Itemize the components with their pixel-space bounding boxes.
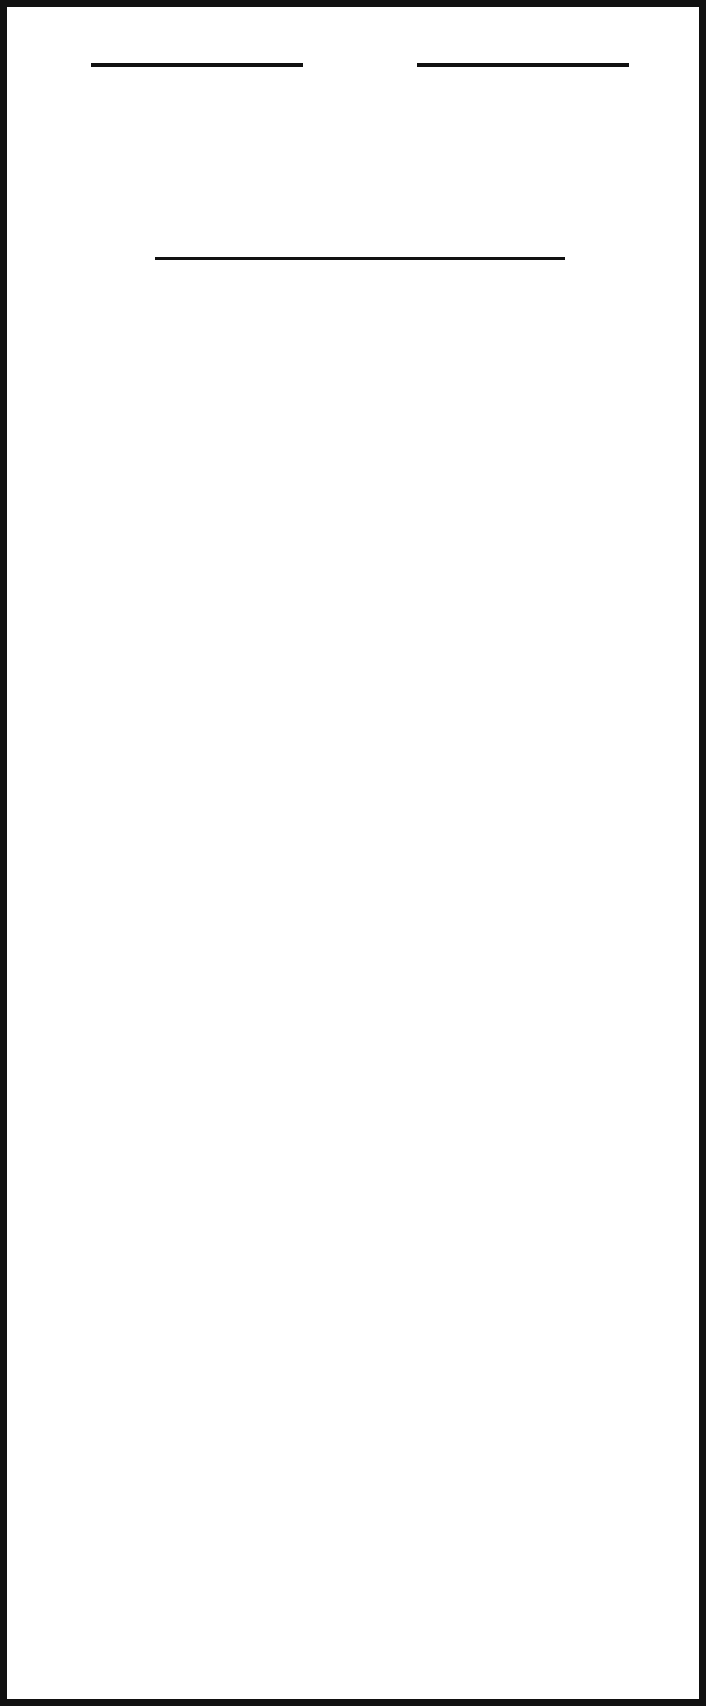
marketing-solved-logo [7,1648,706,1666]
header-rule-left [91,63,303,67]
header-rule-right [417,63,629,67]
header-rule-bottom [155,257,565,260]
